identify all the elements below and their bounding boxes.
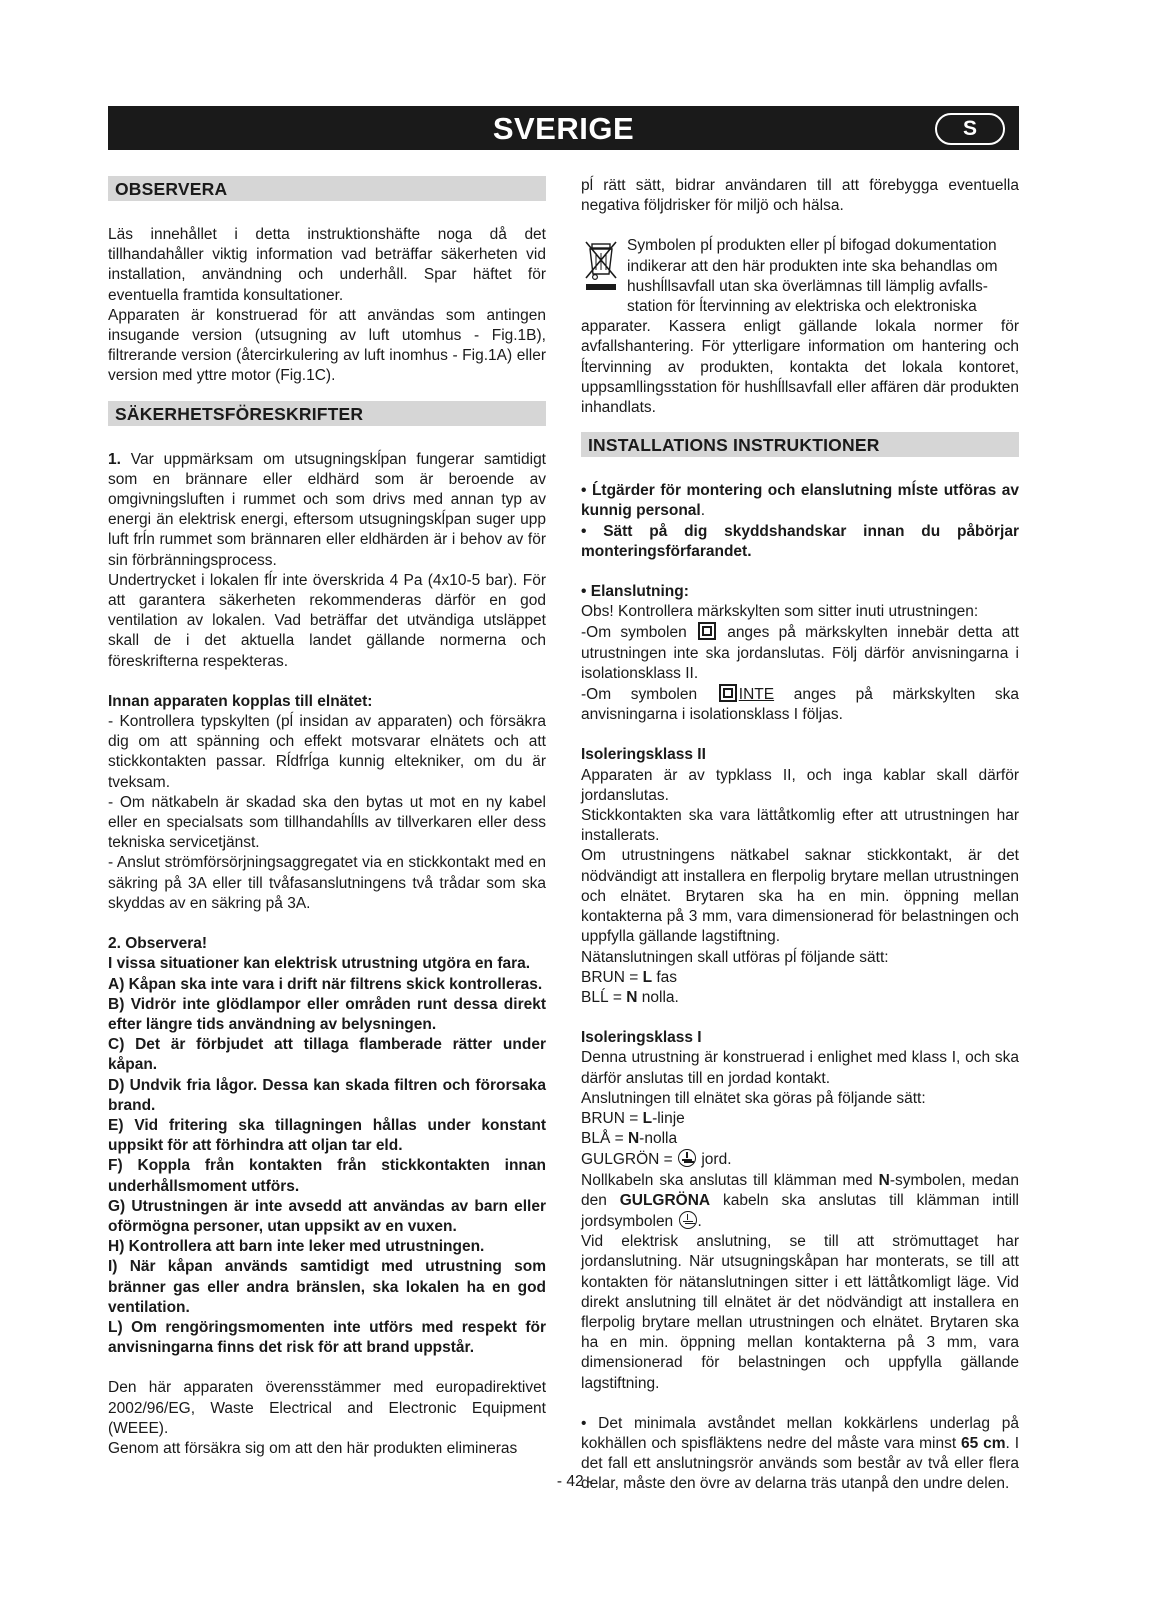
connect-item-1: - Kontrollera typskylten (pĺ insidan av apparaten) och försäkra dig om att spänning och effekt motsvarar elnätets och att stickkontakten passar. Rĺdfrĺga kunnig eltekniker, om du är tveksam. <box>108 713 546 791</box>
electrical-item-2: -Om symbolen INTE anges på märkskylten ska anvisningarna i isolationsklass I följas. <box>581 686 1019 724</box>
distance-paragraph: • Det minimala avståndet mellan kokkärlens underlag på kokhällen och spisfläktens nedre del måste vara minst 65 cm. I det fall ett anslutningsrör används som består av två eller flera delar, måste den övre av delarna träs utanpå den undre delen. <box>581 1414 1019 1493</box>
electrical-obs: Obs! Kontrollera märkskylten som sitter inuti utrustningen: <box>581 603 979 621</box>
electrical-item-1: -Om symbolen anges på märkskylten innebär detta att utrustningen inte ska jordanslutas. Följ därför anvisningarna i isolationsklass II. <box>581 624 1019 682</box>
double-insulation-icon <box>719 684 737 702</box>
class1-p3: Vid elektrisk anslutning, se till att strömuttaget har jordanslutning. När utsugningskåpan har monterats, se till att kontakten för nätanslutningen sitter i ett lättåtkomligt läge. Vid direkt anslutning till elnätet är det nödvändigt att installera en flerpolig brytare mellan utrustningen och elnätet. Brytaren ska ha en min. öppning mellan kontakterna på 3 mm, vara dimensionerad för belastningen och uppfylla gällande lagstiftning. <box>581 1233 1019 1392</box>
double-insulation-icon <box>698 622 716 640</box>
weee-line-1: Symbolen pĺ produkten eller pĺ bifogad dokumentation <box>627 237 997 255</box>
install-bullet-1: • Ĺtgärder för montering och elanslutning mĺste utföras av kunnig personal. <box>581 482 1019 520</box>
observe-intro: I vissa situationer kan elektrisk utrustning utgöra en fara. <box>108 955 531 973</box>
observe-item-c: C) Det är förbjudet att tillaga flamberade rätter under kåpan. <box>108 1036 546 1074</box>
section-heading-observera: OBSERVERA <box>108 176 546 201</box>
weee-rest-paragraph: apparater. Kassera enligt gällande lokala normer för avfallshantering. För ytterligare information om hantering och ĺtervinning av produkten, kontakta det lokala kontoret, uppsamllingsstation för hushĺllsavfall eller affären där produkten inhandlats. <box>581 318 1019 417</box>
electrical-heading: • Elanslutning: <box>581 583 689 601</box>
earth-icon <box>679 1211 697 1229</box>
page-number: - 42 - <box>556 1473 594 1490</box>
observera-paragraph-1: Läs innehållet i detta instruktionshäfte noga då det tillhandahåller viktig information vad beträffar säkerheten vid installation, användning och underhåll. Spar häftet för eventuella framtida konsultationer. <box>108 226 546 304</box>
crossed-bin-icon <box>581 236 621 294</box>
weee-block <box>581 236 1019 317</box>
observe-item-d: D) Undvik fria lågor. Dessa kan skada filtren och förorsaka brand. <box>108 1076 546 1114</box>
observe-item-g: G) Utrustningen är inte avsedd att användas av barn eller oförmögna personer, utan uppsikt av en vuxen. <box>108 1197 546 1235</box>
observe-item-b: B) Vidrör inte glödlampor eller områden runt dessa direkt efter längre tids användning av belysningen. <box>108 995 546 1033</box>
observe-item-i: I) När kåpan används samtidigt med utrustning som bränner gas eller andra bränslen, ska lokalen ha en god ventilation. <box>108 1258 546 1316</box>
class1-p1: Denna utrustning är konstruerad i enlighet med klass I, och ska därför anslutas till en jordad kontakt. <box>581 1049 1019 1087</box>
observe-item-f: F) Koppla från kontakten från stickkontakten innan underhållsmoment utförs. <box>108 1157 546 1195</box>
continued-paragraph: pĺ rätt sätt, bidrar användaren till att förebygga eventuella negativa följdrisker för miljö och hälsa. <box>581 177 1019 215</box>
language-badge: S <box>935 113 1005 145</box>
observe-heading: 2. Observera! <box>108 935 208 953</box>
left-column <box>108 176 546 1459</box>
section-heading-safety: SÄKERHETSFÖRESKRIFTER <box>108 401 546 426</box>
weee-line-2: indikerar att den här produkten inte ska behandlas om <box>627 257 998 275</box>
page-title: SVERIGE <box>492 111 635 146</box>
pressure-paragraph: Undertrycket i lokalen fĺr inte överskrida 4 Pa (4x10-5 bar). För att garantera säkerheten rekommenderas därför en god ventilation av lokalen. Vad beträffar det utvändiga utsläppet skall de i det aktuella landet gällande normerna och föreskrifterna respekteras. <box>108 571 546 670</box>
section-heading-installation: INSTALLATIONS INSTRUKTIONER <box>581 432 1019 457</box>
observe-item-e: E) Vid fritering ska tillagningen hållas under konstant uppsikt för att förhindra att oljan tar eld. <box>108 1116 546 1155</box>
class1-blue: BLÅ = N-nolla <box>581 1130 678 1148</box>
earth-icon <box>678 1149 696 1167</box>
weee-line-3: hushĺllsavfall utan ska överlämnas till lämplig avfalls- <box>627 277 988 295</box>
class1-neutral: Nollkabeln ska anslutas till klämman med N-symbolen, medan den GULGRÖNA kabeln ska anslutas till klämman intill jordsymbolen . <box>581 1171 1019 1230</box>
connect-heading: Innan apparaten kopplas till elnätet: <box>108 692 373 710</box>
observe-item-a: A) Kåpan ska inte vara i drift när filtrens skick kontrolleras. <box>108 975 543 993</box>
class1-brown: BRUN = L-linje <box>581 1109 685 1127</box>
class2-brown: BRUN = L fas <box>581 968 678 986</box>
observe-item-h: H) Kontrollera att barn inte leker med utrustningen. <box>108 1238 485 1256</box>
weee-line-4: station för ĺtervinning av elektriska och elektroniska <box>627 298 977 316</box>
safety-item-1: 1. Var uppmärksam om utsugningskĺpan fungerar samtidigt som en brännare eller eldhärd som är beroende av omgivningsluften i rummet och som drivs med annan typ av energi än elektrisk energi, eftersom utsugningskĺpan suger upp luft frĺn rummet som brännaren eller eldhärden är i behov av för sin förbränningsprocess. <box>108 450 546 569</box>
header-banner <box>108 106 1019 150</box>
class2-p3: Om utrustningens nätkabel saknar stickkontakt, är det nödvändigt att installera en flerpolig brytare mellan utrustningen och elnätet. Brytaren ska ha en min. öppning mellan kontakterna på 3 mm, vara dimensionerad för belastningen och uppfylla gällande lagstiftning. <box>581 847 1019 946</box>
weee-directive-paragraph: Den här apparaten överensstämmer med europadirektivet 2002/96/EG, Waste Electrical and Electronic Equipment (WEEE). <box>108 1379 546 1437</box>
class2-heading: Isoleringsklass II <box>581 746 706 764</box>
right-column <box>581 176 1019 1495</box>
class2-blue: BLĹ = N nolla. <box>581 988 679 1006</box>
connect-item-3: - Anslut strömförsörjningsaggregatet via en stickkontakt med en säkring på 3A eller till tvåfasanslutningens två trådar som ska skyddas av en säkring på 3A. <box>108 854 546 912</box>
connect-item-2: - Om nätkabeln är skadad ska den bytas ut mot en ny kabel eller en specialsats som tillhandahĺlls av tillverkaren eller dess tekniska servicetjänst. <box>108 793 546 852</box>
class1-green: GULGRÖN = jord. <box>581 1151 732 1169</box>
weee-disposal-start: Genom att försäkra sig om att den här produkten elimineras <box>108 1439 518 1457</box>
class2-p4: Nätanslutningen skall utföras pĺ följande sätt: <box>581 948 889 966</box>
install-bullet-2: • Sätt på dig skyddshandskar innan du påbörjar monteringsförfarandet. <box>581 522 1019 560</box>
class2-p1: Apparaten är av typklass II, och inga kablar skall därför jordanslutas. <box>581 766 1019 804</box>
observe-item-l: L) Om rengöringsmomenten inte utförs med respekt för anvisningarna finns det risk för att brand uppstår. <box>108 1318 546 1357</box>
observera-paragraph-2: Apparaten är konstruerad för att användas som antingen insugande version (utsugning av luft utomhus - Fig.1B), filtrerande version (återcirkulering av luft inomhus - Fig.1A) eller version med yttre motor (Fig.1C). <box>108 306 546 385</box>
class1-heading: Isoleringsklass I <box>581 1029 702 1047</box>
class2-p2: Stickkontakten ska vara lättåtkomlig efter att utrustningen har installerats. <box>581 807 1019 845</box>
class1-p2: Anslutningen till elnätet ska göras på följande sätt: <box>581 1089 926 1107</box>
